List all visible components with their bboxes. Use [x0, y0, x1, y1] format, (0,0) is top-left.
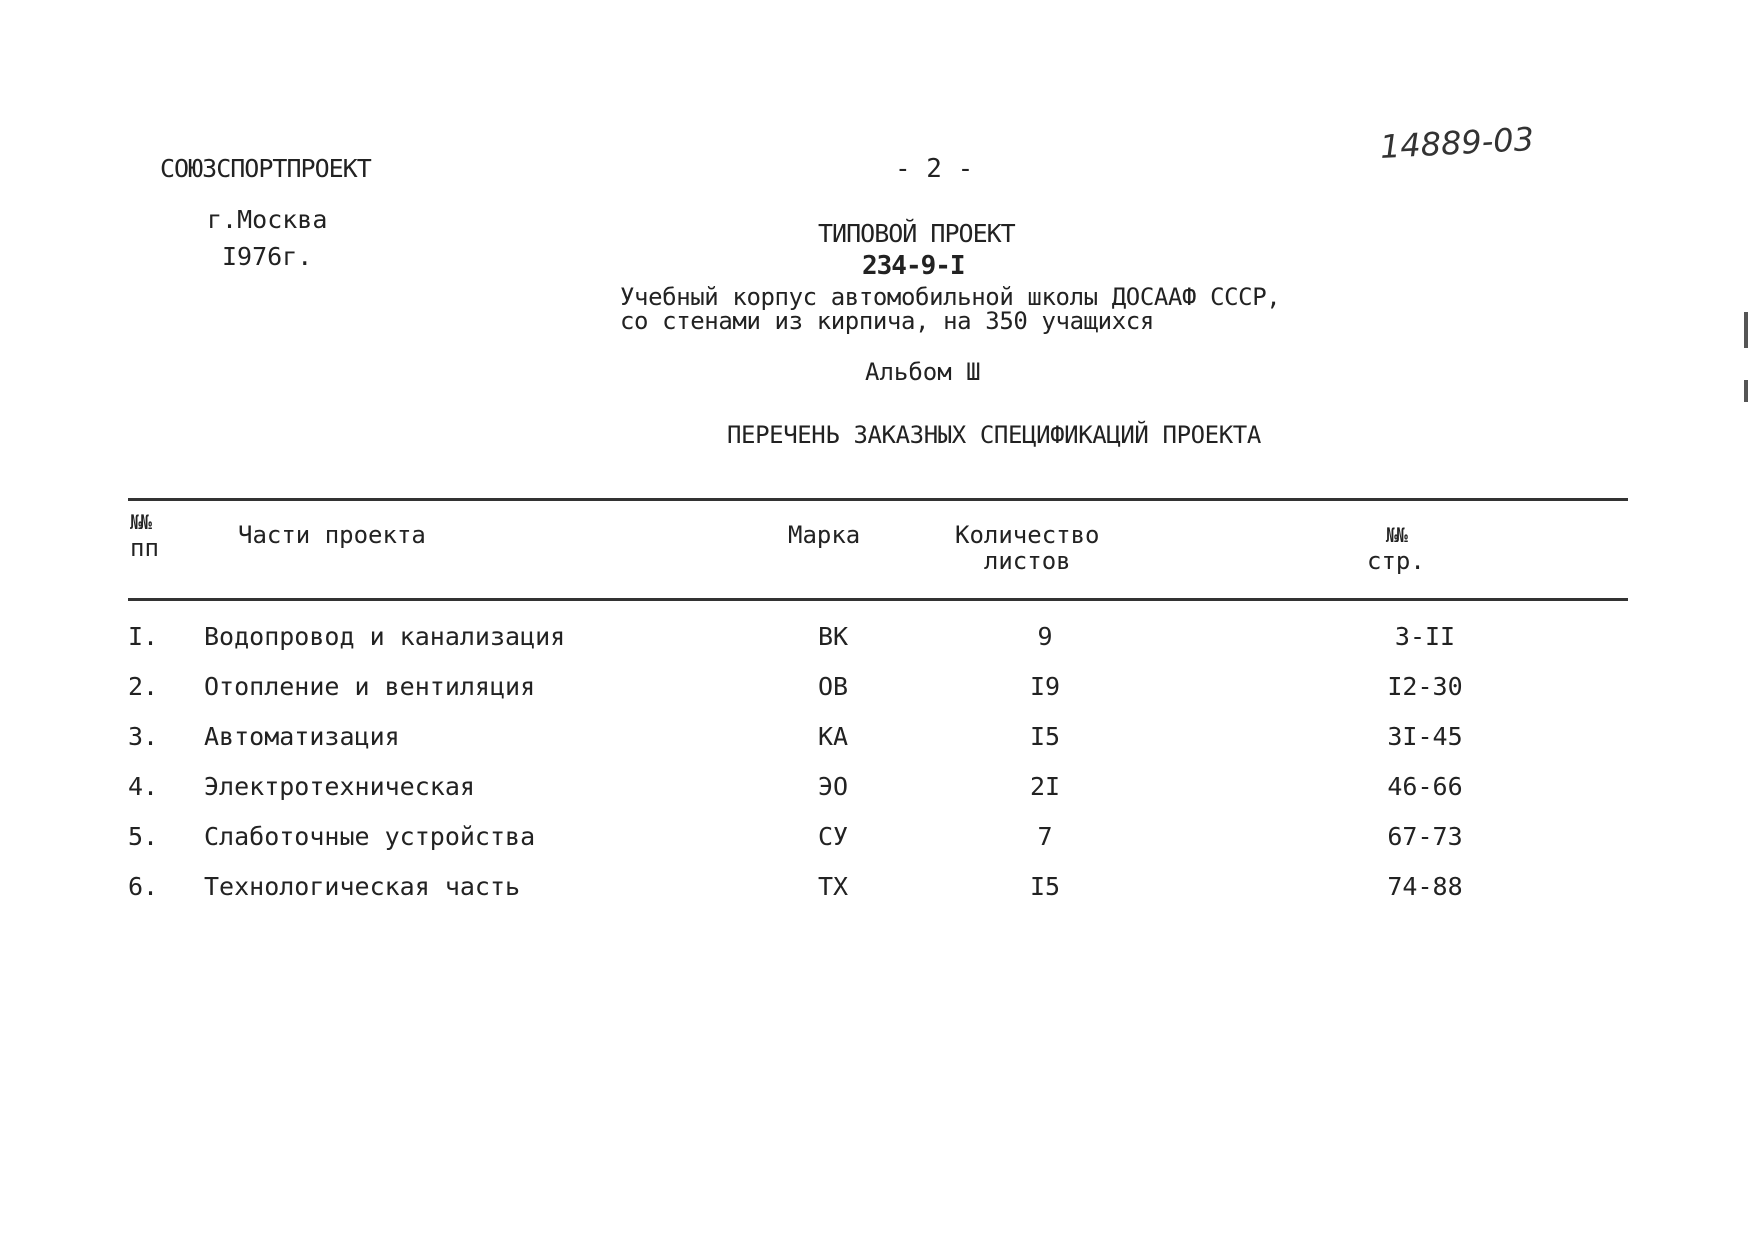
- album-title: Альбом Ш: [865, 358, 981, 386]
- row-qty: I9: [1029, 672, 1061, 701]
- table-row: [0, 672, 1753, 712]
- row-mark: ТХ: [817, 872, 849, 901]
- row-pages: 3I-45: [1387, 722, 1463, 751]
- row-pages: I2-30: [1387, 672, 1463, 701]
- row-mark: КА: [817, 722, 849, 751]
- year: I976г.: [222, 242, 313, 271]
- row-qty: 2I: [1029, 772, 1061, 801]
- row-mark: СУ: [817, 822, 849, 851]
- table-row: [0, 822, 1753, 862]
- project-description-line1: Учебный корпус автомобильной школы ДОСААФ СССР,: [620, 283, 1281, 311]
- row-num: 6.: [128, 872, 159, 901]
- row-num: 3.: [128, 722, 159, 751]
- header-qty: [955, 522, 1100, 574]
- row-qty: 9: [1037, 622, 1053, 651]
- organization-name: СОЮЗСПОРТПРОЕКТ: [160, 154, 371, 183]
- row-part: Слаботочные устройства: [204, 822, 536, 851]
- table-top-rule: [128, 498, 1628, 501]
- row-num: I.: [128, 622, 159, 651]
- table-row: [0, 772, 1753, 812]
- header-mark: Марка: [788, 521, 861, 549]
- row-part: Водопровод и канализация: [204, 622, 566, 651]
- document-number: 14889-03: [1379, 119, 1535, 166]
- row-qty: I5: [1029, 872, 1061, 901]
- page-number: - 2 -: [895, 154, 974, 184]
- table-row: [0, 872, 1753, 912]
- row-part: Автоматизация: [204, 722, 400, 751]
- row-part: Отопление и вентиляция: [204, 672, 536, 701]
- header-pages: [1367, 522, 1425, 574]
- header-num-line1: №№: [130, 510, 151, 534]
- header-pages-line2: стр.: [1367, 547, 1425, 575]
- header-qty-line2: листов: [983, 547, 1071, 575]
- row-part: Электротехническая: [204, 772, 475, 801]
- table-row: [0, 622, 1753, 662]
- row-qty: 7: [1037, 822, 1053, 851]
- row-pages: 74-88: [1387, 872, 1463, 901]
- row-mark: ЭО: [817, 772, 849, 801]
- header-part: Части проекта: [238, 521, 426, 549]
- row-num: 4.: [128, 772, 159, 801]
- row-pages: 67-73: [1387, 822, 1463, 851]
- scan-edge-mark: [1744, 312, 1748, 348]
- row-qty: I5: [1029, 722, 1061, 751]
- row-part: Технологическая часть: [204, 872, 521, 901]
- table-header-rule: [128, 598, 1628, 601]
- header-qty-line1: Количество: [955, 521, 1100, 549]
- header-pages-line1: №№: [1385, 523, 1406, 547]
- row-mark: ОВ: [817, 672, 849, 701]
- project-code: 234-9-I: [862, 251, 965, 281]
- header-num-line2: пп: [130, 534, 159, 562]
- row-mark: ВК: [817, 622, 849, 651]
- row-num: 5.: [128, 822, 159, 851]
- list-title: ПЕРЕЧЕНЬ ЗАКАЗНЫХ СПЕЦИФИКАЦИЙ ПРОЕКТА: [727, 421, 1261, 449]
- row-pages: 3-II: [1394, 622, 1456, 651]
- row-num: 2.: [128, 672, 159, 701]
- city: г.Москва: [207, 205, 328, 234]
- header-num: [130, 509, 159, 561]
- project-type: ТИПОВОЙ ПРОЕКТ: [818, 219, 1015, 248]
- row-pages: 46-66: [1387, 772, 1463, 801]
- project-description-line2: со стенами из кирпича, на 350 учащихся: [620, 307, 1154, 335]
- table-row: [0, 722, 1753, 762]
- scan-edge-mark: [1744, 380, 1748, 402]
